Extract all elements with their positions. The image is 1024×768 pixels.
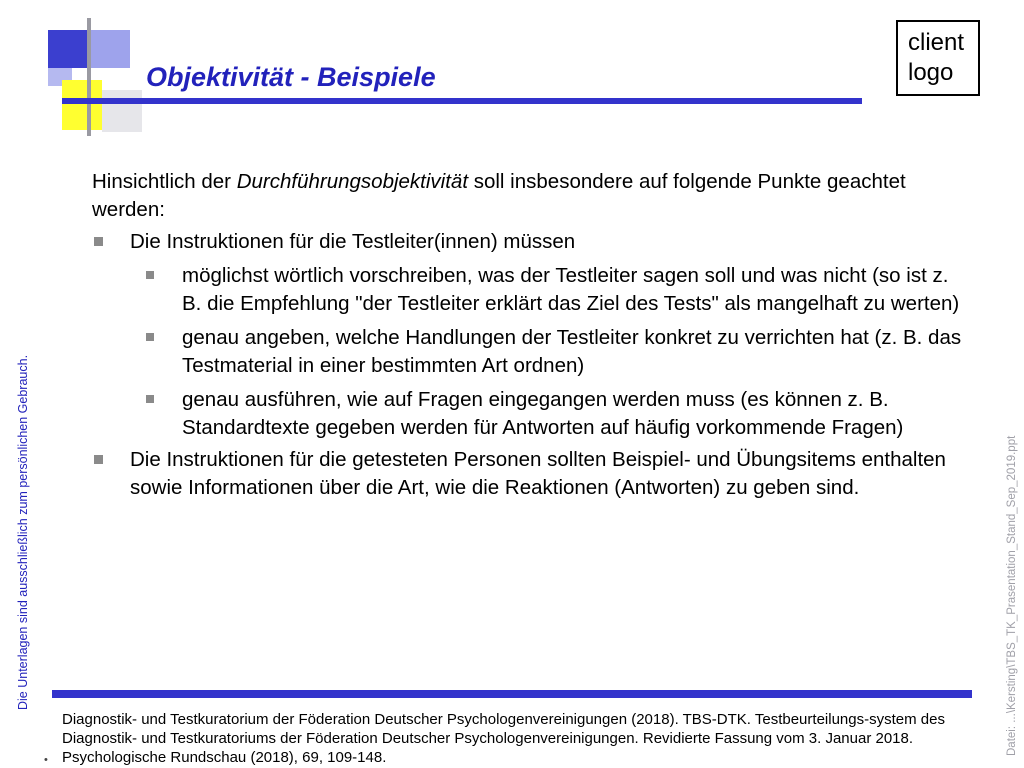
- bullet-text: Die Instruktionen für die getesteten Personen sollten Beispiel- und Übungsitems enthalten sowie Informationen über die Art, wie die Reaktionen (Antworten) zu geben sind.: [130, 448, 946, 499]
- file-path-note: Datei: ...\Kersting\TBS_TK_Prasentation_Stand_Sep_2019.ppt: [1006, 435, 1018, 756]
- sub-bullet-text: möglichst wörtlich vorschreiben, was der Testleiter sagen soll und was nicht (so ist z. B. die Empfehlung "der Testleiter erklärt das Ziel des Tests" als mangelhaft zu werten): [182, 264, 960, 315]
- square-bullet-icon: [146, 395, 154, 403]
- footer-rule: [52, 690, 972, 698]
- bullet-point-1: [92, 228, 972, 256]
- sub-bullet-text: genau ausführen, wie auf Fragen eingegangen werden muss (es können z. B. Standardtexte gegeben werden für Antworten auf häufig vorkommende Fragen): [182, 388, 904, 439]
- decor-square-blue: [48, 30, 88, 68]
- footer-mark: •: [44, 754, 48, 766]
- sub-bullet-text: genau angeben, welche Handlungen der Testleiter konkret zu verrichten hat (z. B. das Testmaterial in einer bestimmten Art ordnen): [182, 326, 962, 377]
- intro-text-before: Hinsichtlich der: [92, 170, 237, 193]
- decor-square-lightblue: [88, 30, 130, 68]
- bullet-point-2: [92, 446, 972, 502]
- square-bullet-icon: [146, 333, 154, 341]
- usage-note: Die Unterlagen sind ausschließlich zum persönlichen Gebrauch.: [16, 354, 30, 710]
- square-bullet-icon: [146, 271, 154, 279]
- reference-footer: Diagnostik- und Testkuratorium der Föderation Deutscher Psychologenvereinigungen (2018). TBS-DTK. Testbeurteilungs-system des Diagnostik- und Testkuratoriums der Föderation Deutscher Psychologenvereinigungen. Revidierte Fassung vom 3. Januar 2018. Psychologische Rundschau (2018), 69, 109-148.: [62, 711, 945, 766]
- intro-text-after: soll insbesondere auf folgende Punkte geachtet werden:: [92, 170, 906, 221]
- slide-body: [92, 168, 972, 502]
- sub-bullet-1: [92, 262, 972, 318]
- intro-term: Durchführungsobjektivität: [236, 170, 469, 193]
- logo-line-1: client: [908, 29, 965, 56]
- logo-line-2: logo: [908, 59, 954, 86]
- sub-bullet-3: [92, 386, 972, 442]
- sub-bullet-2: [92, 324, 972, 380]
- client-logo: [896, 20, 980, 96]
- bullet-text: Die Instruktionen für die Testleiter(innen) müssen: [130, 230, 576, 253]
- square-bullet-icon: [94, 455, 103, 464]
- decor-vertical-line: [87, 18, 91, 136]
- decor-square-yellow: [62, 80, 102, 130]
- intro-paragraph: [92, 168, 972, 224]
- title-rule: [62, 98, 862, 104]
- square-bullet-icon: [94, 237, 103, 246]
- slide-title: Objektivität - Beispiele: [146, 62, 436, 92]
- decor-square-grey: [102, 90, 142, 132]
